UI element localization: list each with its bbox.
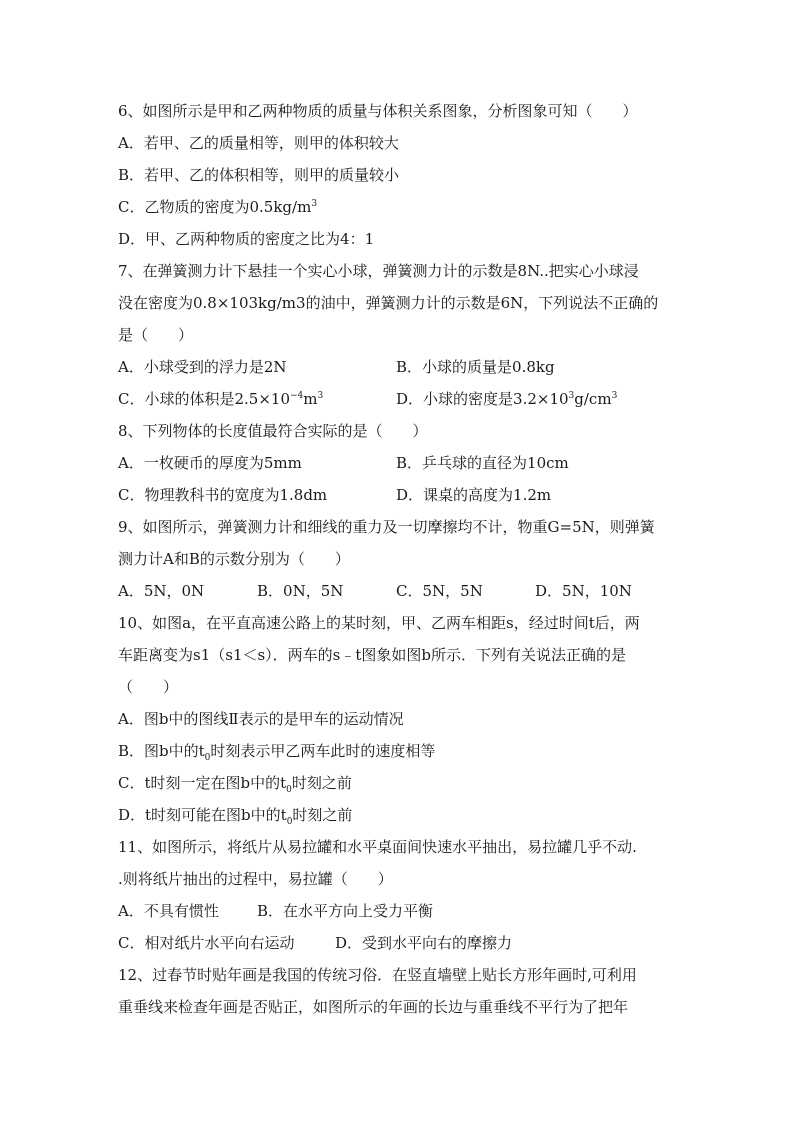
q6-stem: 6、如图所示是甲和乙两种物质的质量与体积关系图象，分析图象可知（ ） (118, 102, 638, 120)
q10-option-c: C．t时刻一定在图b中的$t_0$时刻之前 (118, 774, 352, 795)
q7-option-c: C．小球的体积是$2.5\times 10^{-4}m^3$ (118, 390, 324, 408)
q9-stem-line2: 测力计A和B的示数分别为（ ） (118, 550, 350, 568)
q9-stem-line1: 9、如图所示，弹簧测力计和细线的重力及一切摩擦均不计，物重G=5N，则弹簧 (118, 518, 655, 536)
q9-option-a: A．5N，0N (118, 582, 205, 600)
q8-option-a: A．一枚硬币的厚度为5mm (118, 454, 302, 472)
q10-stem-line3: （ ） (118, 678, 179, 696)
q11-stem-line1: 11、如图所示，将纸片从易拉罐和水平桌面间快速水平抽出，易拉罐几乎不动. (118, 838, 637, 856)
q10-option-b: B．图b中的$t_0$时刻表示甲乙两车此时的速度相等 (118, 742, 436, 763)
q6-option-d: D．甲、乙两种物质的密度之比为4：1 (118, 230, 375, 248)
q10-option-a: A．图b中的图线Ⅱ表示的是甲车的运动情况 (118, 710, 404, 728)
q9-option-d: D．5N，10N (535, 582, 632, 600)
q11-option-c: C．相对纸片水平向右运动 (118, 934, 295, 952)
q8-option-c: C．物理教科书的宽度为1.8dm (118, 486, 328, 504)
q11-option-d: D．受到水平向右的摩擦力 (335, 934, 513, 952)
q6-option-c: C．乙物质的密度为$0.5kg/m^3$ (118, 198, 318, 216)
q7-option-a: A．小球受到的浮力是2N (118, 358, 287, 376)
q10-stem-line2: 车距离变为s1（s1＜s）．两车的s﹣t图象如图b所示．下列有关说法正确的是 (118, 646, 627, 664)
q12-stem-line1: 12、过春节时贴年画是我国的传统习俗．在竖直墙壁上贴长方形年画时,可利用 (118, 966, 637, 984)
q10-stem-line1: 10、如图a，在平直高速公路上的某时刻，甲、乙两车相距s，经过时间t后，两 (118, 614, 640, 632)
q11-stem-line2: .则将纸片抽出的过程中，易拉罐（ ） (118, 870, 393, 888)
q7-option-b: B．小球的质量是0.8kg (396, 358, 555, 376)
q11-option-b: B．在水平方向上受力平衡 (257, 902, 434, 920)
q9-option-c: C．5N，5N (396, 582, 483, 600)
q7-stem-line2: 没在密度为0.8×103kg/m3的油中，弹簧测力计的示数是6N，下列说法不正确的 (118, 294, 659, 312)
q6-option-b: B．若甲、乙的体积相等，则甲的质量较小 (118, 166, 400, 184)
q9-option-b: B．0N，5N (257, 582, 344, 600)
q7-stem-line3: 是（ ） (118, 326, 194, 344)
q8-option-b: B．乒乓球的直径为10cm (396, 454, 569, 472)
q7-option-d: D．小球的密度是$3.2\times 10^3g/cm^3$ (396, 390, 618, 408)
q8-option-d: D．课桌的高度为1.2m (396, 486, 552, 504)
q8-stem: 8、下列物体的长度值最符合实际的是（ ） (118, 422, 428, 440)
q10-option-d: D．t时刻可能在图b中的$t_0$时刻之前 (118, 806, 353, 827)
q7-stem-line1: 7、在弹簧测力计下悬挂一个实心小球，弹簧测力计的示数是8N..把实心小球浸 (118, 262, 639, 280)
q11-option-a: A．不具有惯性 (118, 902, 219, 920)
q6-option-a: A．若甲、乙的质量相等，则甲的体积较大 (118, 134, 399, 152)
q12-stem-line2: 重垂线来检查年画是否贴正，如图所示的年画的长边与重垂线不平行为了把年 (118, 998, 629, 1016)
